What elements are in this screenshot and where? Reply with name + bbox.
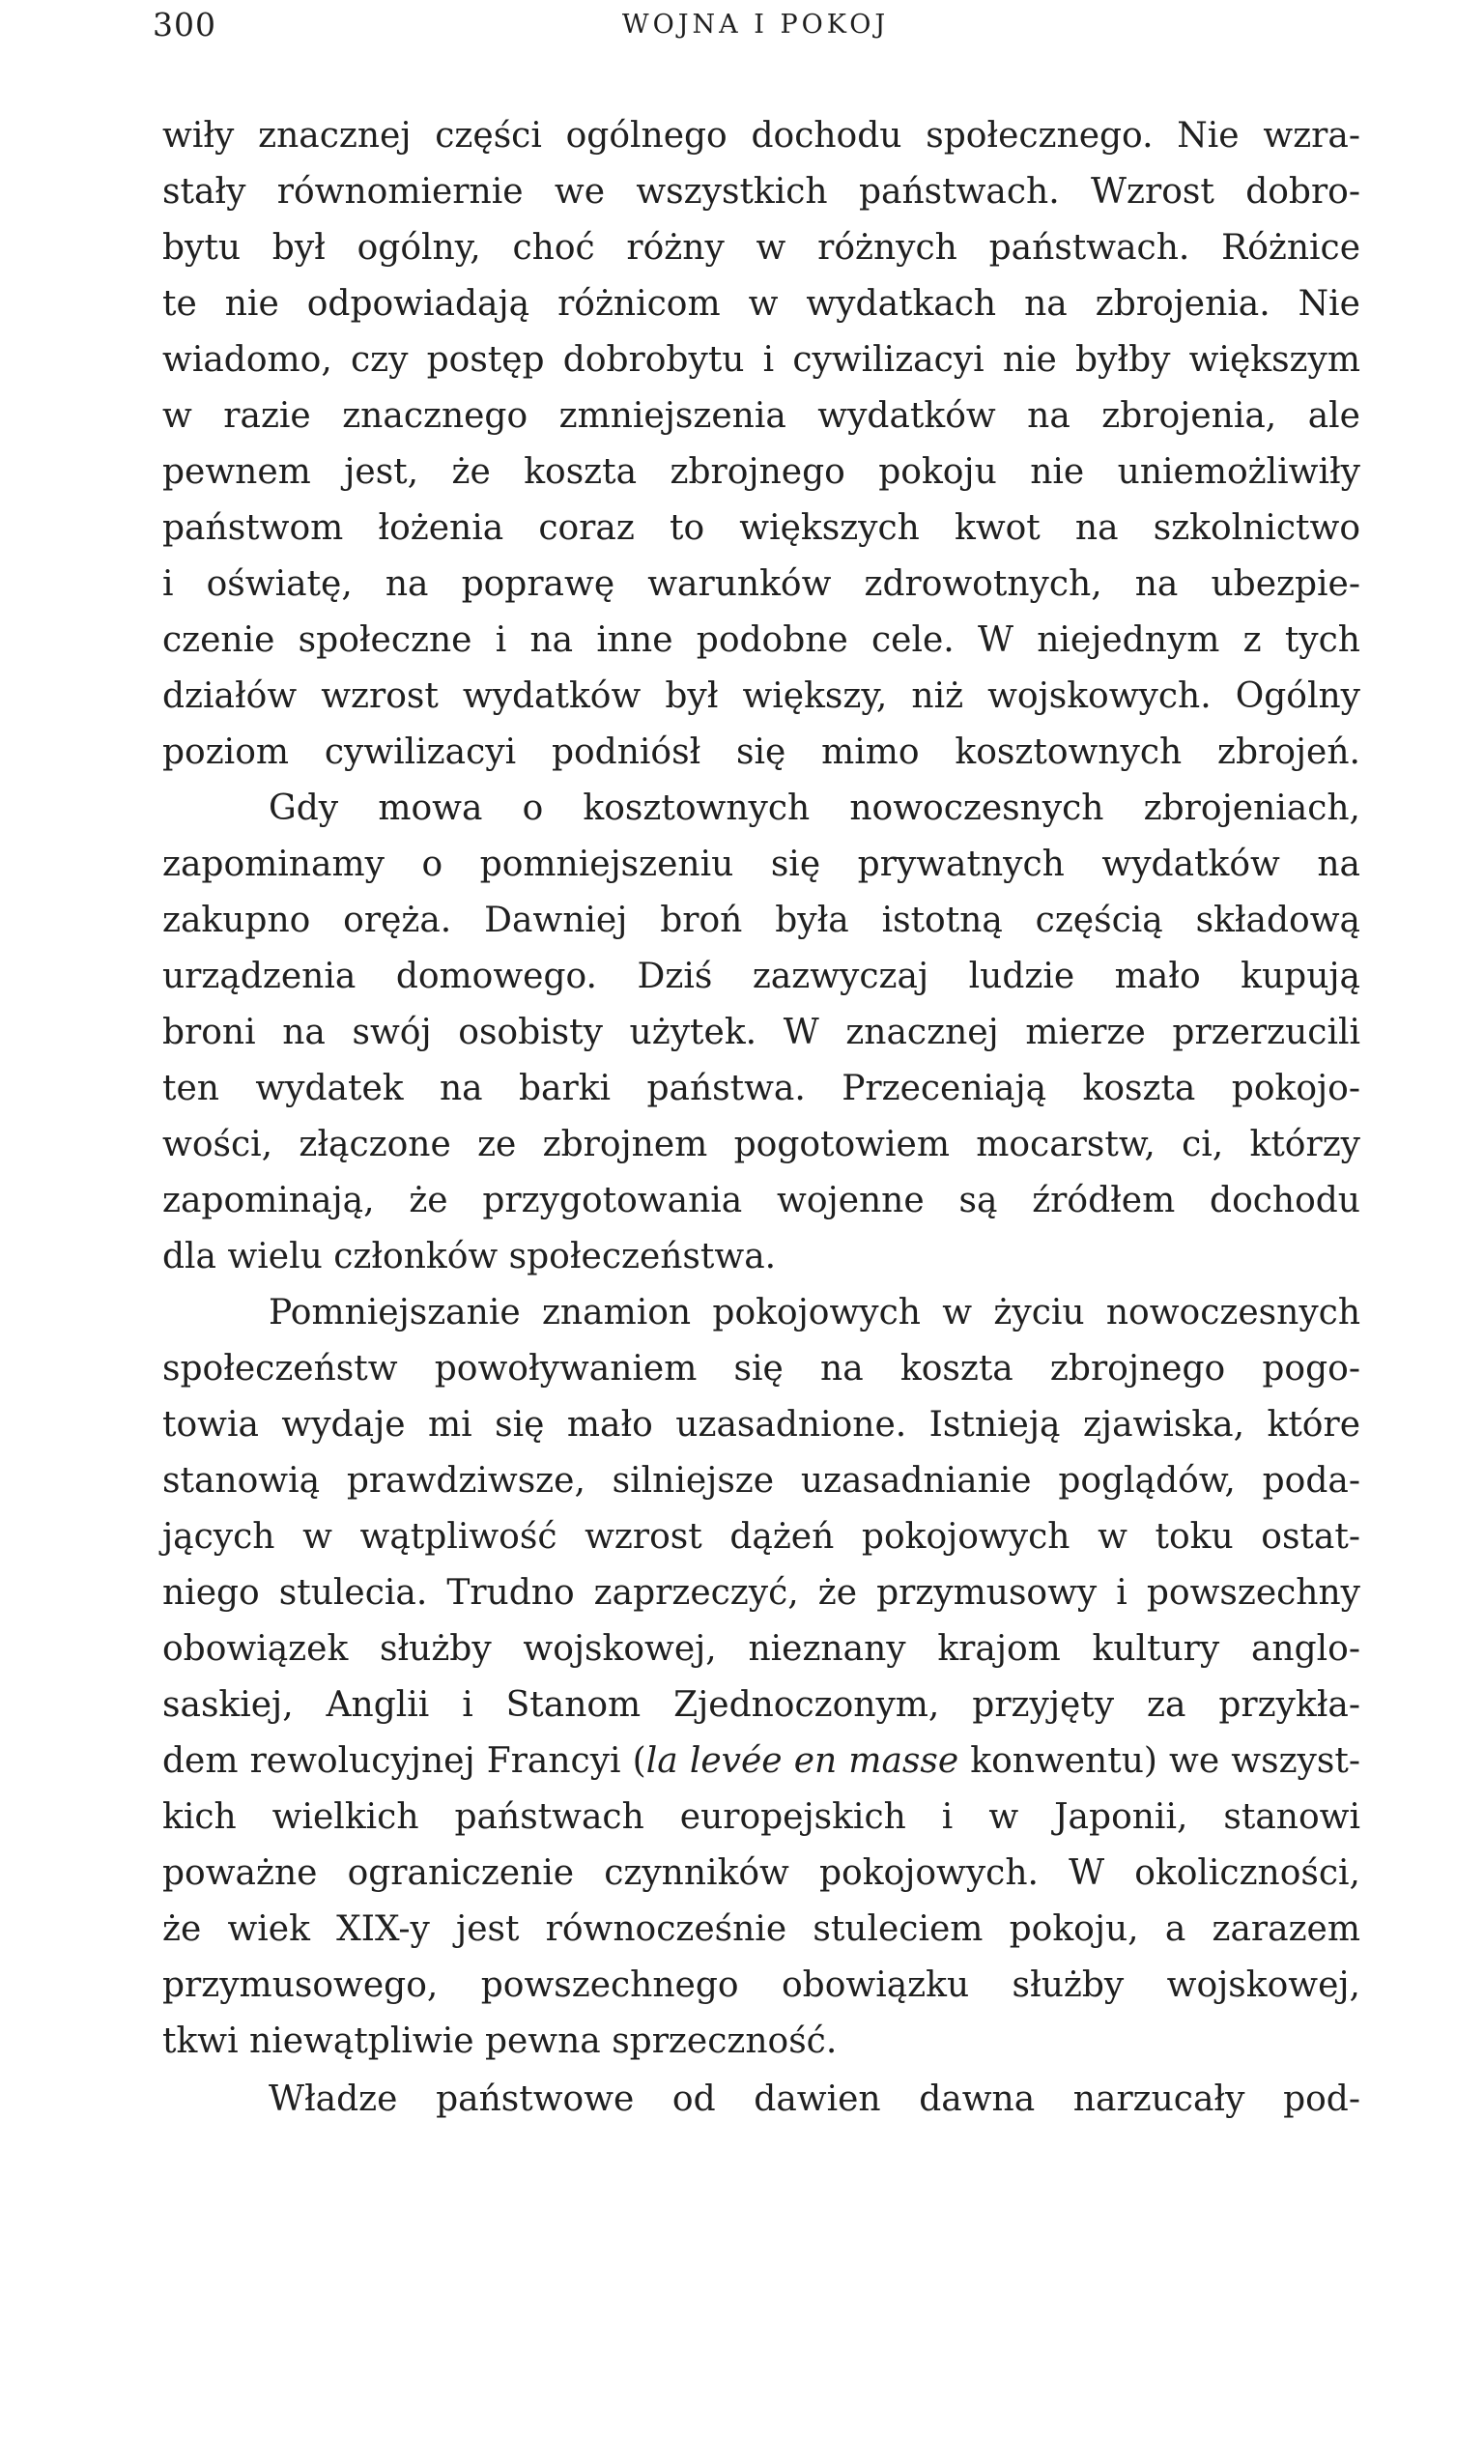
text-line: społeczeństw powoływaniem się na koszta zbrojnego pogo-	[162, 1349, 1360, 1389]
text-line: przymusowego, powszechnego obowiązku służby wojskowej,	[162, 1965, 1360, 2005]
italic-phrase: la levée en masse	[645, 1741, 959, 1781]
text-line: saskiej, Anglii i Stanom Zjednoczonym, przyjęty za przykła-	[162, 1685, 1360, 1725]
text-line: państwom łożenia coraz to większych kwot na szkolnictwo	[162, 508, 1360, 548]
text-line: ten wydatek na barki państwa. Przeceniają koszta pokojo-	[162, 1069, 1360, 1108]
page-number: 300	[153, 6, 216, 43]
text-line: obowiązek służby wojskowej, nieznany krajom kultury anglo-	[162, 1629, 1360, 1669]
text-line: Gdy mowa o kosztownych nowoczesnych zbrojeniach,	[269, 788, 1360, 828]
paragraph-3	[162, 1285, 1360, 2070]
text-line: i oświatę, na poprawę warunków zdrowotnych, na ubezpie-	[162, 564, 1360, 604]
text-line: wości, złączone ze zbrojnem pogotowiem mocarstw, ci, którzy	[162, 1125, 1360, 1164]
text-line: niego stulecia. Trudno zaprzeczyć, że przymusowy i powszechny	[162, 1573, 1360, 1613]
text-line: w razie znacznego zmniejszenia wydatków na zbrojenia, ale	[162, 396, 1360, 436]
text-line: tkwi niewątpliwie pewna sprzeczność.	[162, 2021, 838, 2061]
running-title: WOJNA I POKOJ	[621, 10, 890, 40]
text-line: zapominamy o pomniejszeniu się prywatnych wydatków na	[162, 845, 1360, 884]
text-line: stały równomiernie we wszystkich państwach. Wzrost dobro-	[162, 172, 1360, 212]
paragraph-1	[162, 108, 1360, 781]
text-line: dem rewolucyjnej Francyi (la levée en masse konwentu) we wszyst-	[162, 1741, 1360, 1781]
text-line: zapominają, że przygotowania wojenne są źródłem dochodu	[162, 1181, 1360, 1220]
text-line: jących w wątpliwość wzrost dążeń pokojowych w toku ostat-	[162, 1517, 1360, 1557]
paragraph-2	[162, 781, 1360, 1285]
body-text	[162, 108, 1360, 2128]
text-line: Władze państwowe od dawien dawna narzucały pod-	[269, 2079, 1360, 2119]
text-line: działów wzrost wydatków był większy, niż wojskowych. Ogólny	[162, 676, 1360, 716]
text-line: wiadomo, czy postęp dobrobytu i cywilizacyi nie byłby większym	[162, 340, 1360, 380]
text-line: urządzenia domowego. Dziś zazwyczaj ludzie mało kupują	[162, 957, 1360, 996]
text-line: czenie społeczne i na inne podobne cele. W niejednym z tych	[162, 620, 1360, 660]
paragraph-4	[162, 2072, 1360, 2128]
text-line: poziom cywilizacyi podniósł się mimo kosztownych zbrojeń.	[162, 732, 1360, 772]
text-line: wiły znacznej części ogólnego dochodu społecznego. Nie wzra-	[162, 116, 1360, 156]
text-line: Pomniejszanie znamion pokojowych w życiu nowoczesnych	[269, 1293, 1360, 1332]
text-line: towia wydaje mi się mało uzasadnione. Istnieją zjawiska, które	[162, 1405, 1360, 1445]
text-line: bytu był ogólny, choć różny w różnych państwach. Różnice	[162, 228, 1360, 268]
text-line: dla wielu członków społeczeństwa.	[162, 1237, 777, 1276]
text-line: pewnem jest, że koszta zbrojnego pokoju nie uniemożliwiły	[162, 452, 1360, 492]
text-line: stanowią prawdziwsze, silniejsze uzasadnianie poglądów, poda-	[162, 1461, 1360, 1501]
text-line: poważne ograniczenie czynników pokojowych. W okoliczności,	[162, 1853, 1360, 1893]
text-line: te nie odpowiadają różnicom w wydatkach na zbrojenia. Nie	[162, 284, 1360, 324]
text-line: broni na swój osobisty użytek. W znacznej mierze przerzucili	[162, 1013, 1360, 1052]
text-line: że wiek XIX-y jest równocześnie stuleciem pokoju, a zarazem	[162, 1909, 1360, 1949]
text-line: zakupno oręża. Dawniej broń była istotną częścią składową	[162, 901, 1360, 940]
text-line: kich wielkich państwach europejskich i w Japonii, stanowi	[162, 1797, 1360, 1837]
page-header	[153, 6, 1358, 54]
